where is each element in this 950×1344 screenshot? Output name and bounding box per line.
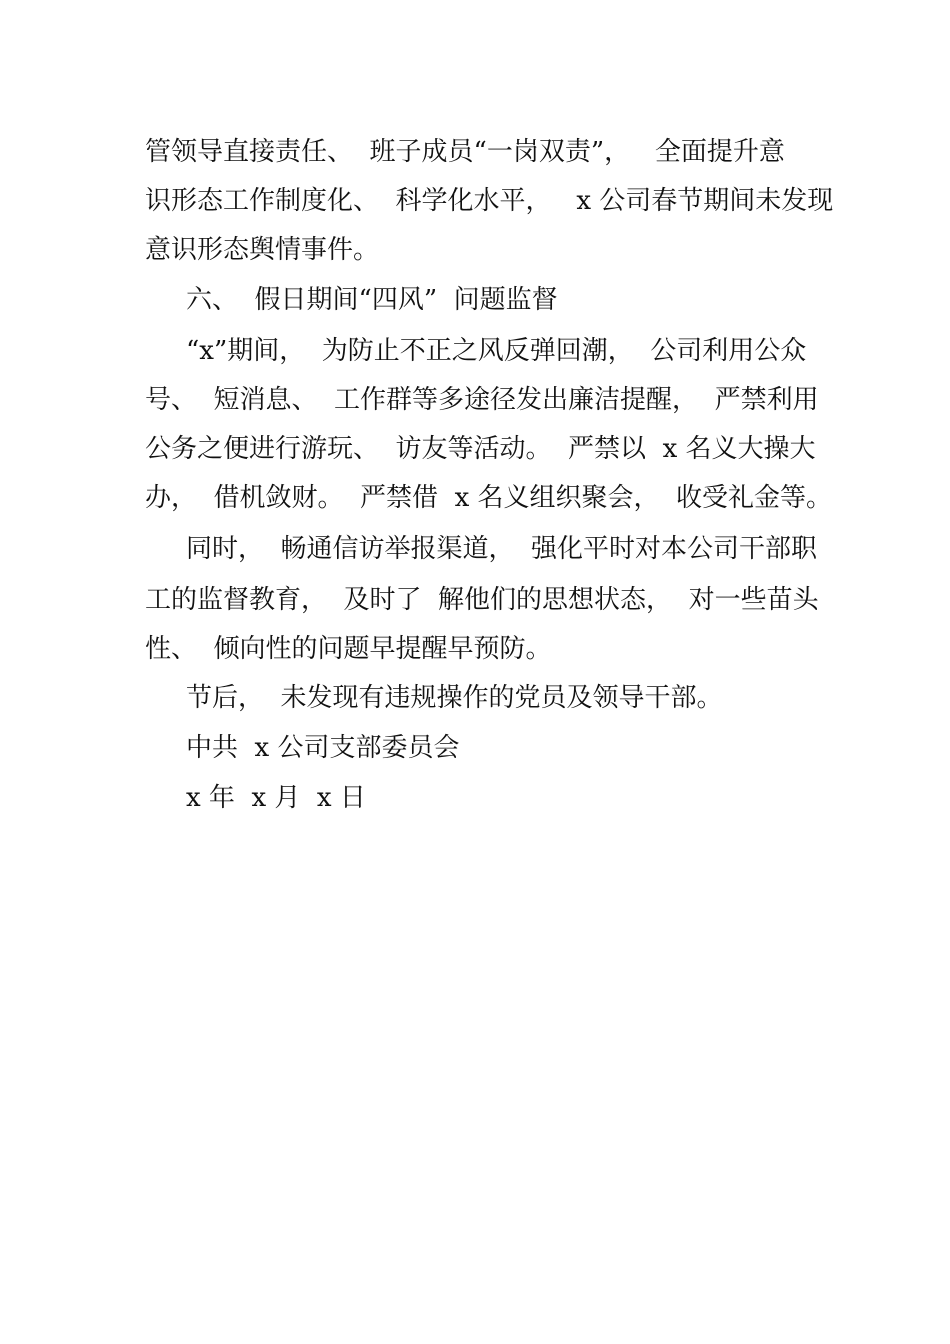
section-heading: 六、 假日期间“四风” 问题监督 [186,285,558,315]
paragraph-line-8: 办， 借机敛财。 严禁借 x 名义组织聚会， 收受礼金等。 [145,483,833,513]
paragraph-line-1: 管领导直接责任、 班子成员“一岗双责”， 全面提升意 [145,137,785,167]
paragraph-line-10: 工的监督教育， 及时了 解他们的思想状态， 对一些苗头 [145,585,819,615]
signature-organization: 中共 x 公司支部委员会 [186,733,460,763]
paragraph-line-7: 公务之便进行游玩、 访友等活动。 严禁以 x 名义大操大 [145,434,816,464]
signature-date: x 年 x 月 x 日 [186,783,366,813]
paragraph-line-6: 号、 短消息、 工作群等多途径发出廉洁提醒， 严禁利用 [145,385,819,415]
paragraph-line-2: 识形态工作制度化、 科学化水平， x 公司春节期间未发现 [145,186,834,216]
paragraph-line-12: 节后， 未发现有违规操作的党员及领导干部。 [186,683,723,713]
paragraph-line-5: “x”期间， 为防止不正之风反弹回潮， 公司利用公众 [186,336,807,366]
paragraph-line-9: 同时， 畅通信访举报渠道， 强化平时对本公司干部职 [186,534,818,564]
paragraph-line-3: 意识形态舆情事件。 [145,235,380,265]
paragraph-line-11: 性、 倾向性的问题早提醒早预防。 [145,634,552,664]
